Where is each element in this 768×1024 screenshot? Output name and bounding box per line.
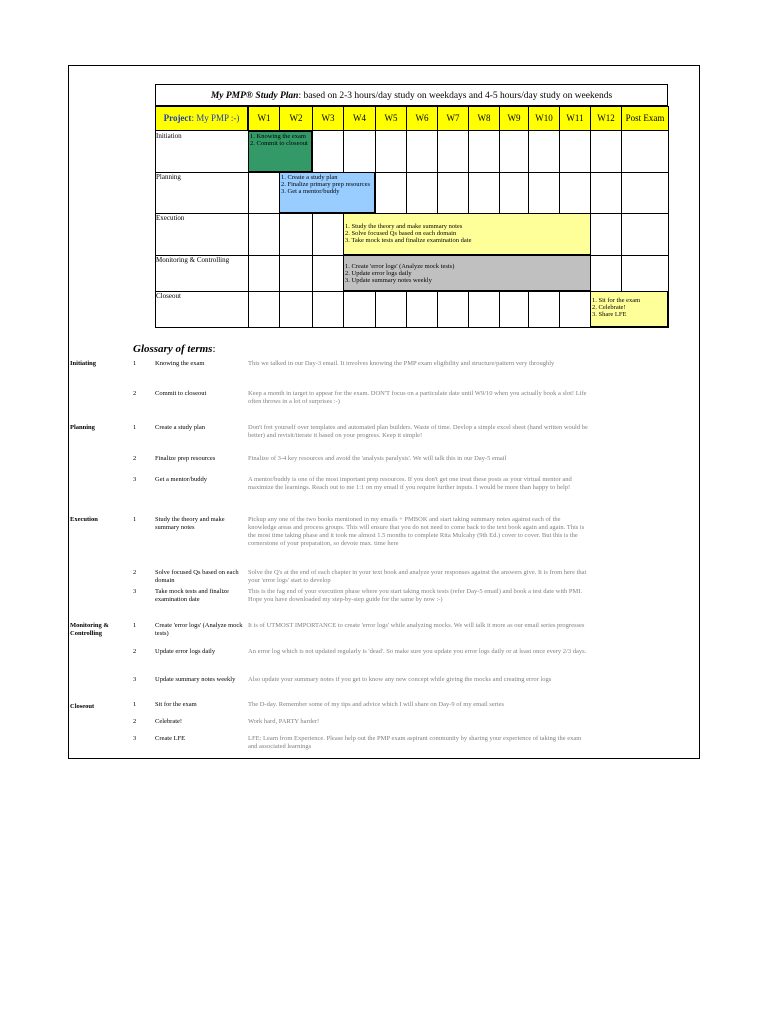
- glossary-item-number: 1: [133, 622, 137, 629]
- bar-execution-line-2: 2. Solve focused Qs based on each domain: [345, 230, 457, 237]
- phase-planning: Planning: [156, 173, 181, 181]
- glossary-item-number: 1: [133, 516, 137, 523]
- glossary-item-number: 1: [133, 424, 137, 431]
- bar-execution-line-1: 1. Study the theory and make summary notes: [345, 223, 463, 230]
- glossary-phase-execution: Execution: [70, 516, 98, 523]
- bar-execution-line-3: 3. Take mock tests and finalize examination date: [345, 237, 472, 244]
- bar-execution: [343, 213, 591, 255]
- week-header-9: W9: [499, 106, 529, 131]
- glossary-item-number: 2: [133, 455, 137, 462]
- glossary-item-description: Don't fret yourself over templates and automated plan builders. Waste of time. Devlop a simple excel sheet (hand written would be better) and revisit/iterate it based on your progress. Keep it simple!: [248, 424, 588, 439]
- glossary-item-number: 3: [133, 676, 137, 683]
- glossary-item-term: Sit for the exam: [155, 701, 197, 708]
- week-header-8: W8: [468, 106, 500, 131]
- bar-closeout: [590, 291, 668, 327]
- glossary-item-number: 3: [133, 476, 137, 483]
- glossary-item-number: 1: [133, 360, 137, 367]
- glossary-item-description: Pickup any one of the two books mentioned in my emails + PMBOK and start taking summary notes against each of the knowledge areas and process groups. This will ensure that you do not need to come back to the text book again and again. This is the most time taking phase and it took me almost 1.5 months to complete Rita Mulcahy (9th Ed.) cover to cover. But this is the cornerstone of your preparation, so devote max. time here: [248, 516, 585, 547]
- glossary-item-number: 2: [133, 718, 137, 725]
- grid-vline: [312, 131, 313, 327]
- bar-monitoring-line-3: 3. Update summary notes weekly: [345, 277, 432, 284]
- bar-planning-line-3: 3. Get a mentor/buddy: [281, 188, 340, 195]
- glossary-phase-planning: Planning: [70, 424, 95, 431]
- plan-title-bold: My PMP® Study Plan: [210, 91, 299, 101]
- week-header-12: W12: [590, 106, 622, 131]
- glossary-item-term: Commit to closeout: [155, 390, 207, 397]
- glossary-item-term: Solve focused Qs based on each domain: [155, 569, 239, 584]
- plan-title: [155, 84, 668, 106]
- glossary-item-number: 3: [133, 735, 137, 742]
- bar-initiation-line-2: 2. Commit to closeout: [250, 140, 308, 147]
- glossary-item-number: 3: [133, 588, 137, 595]
- glossary-item-description: A mentor/buddy is one of the most important prep resources. If you don't get one treat these posts as your virtual mentor and maximize the learnings. Reach out to me 1:1 on my email if you require further inputs. I would be more than happy to help!: [248, 476, 572, 491]
- glossary-item-description: This we talked in our Day-3 email. It involves knowing the PMP exam eligibility and structure/pattern very throughly: [248, 360, 555, 367]
- glossary-item-number: 2: [133, 648, 137, 655]
- glossary-item-term: Update summary notes weekly: [155, 676, 236, 683]
- glossary-item-term: Finalize prep resources: [155, 455, 216, 462]
- glossary-title-colon: :: [212, 343, 216, 355]
- glossary-item-number: 2: [133, 390, 137, 397]
- glossary-item-term: Take mock tests and finalize examination date: [155, 588, 229, 603]
- glossary-item-description: Also update your summary notes if you get to know any new concept while giving the mocks and creating error logs: [248, 676, 552, 683]
- bar-monitoring-line-1: 1. Create 'error logs' (Analyze mock tests): [345, 263, 455, 270]
- grid-vline: [668, 131, 669, 327]
- week-header-4: W4: [343, 106, 376, 131]
- week-header-7: W7: [437, 106, 469, 131]
- phase-execution: Execution: [156, 214, 185, 222]
- glossary-item-term: Study the theory and make summary notes: [155, 516, 225, 531]
- glossary-item-number: 2: [133, 569, 137, 576]
- bar-closeout-line-3: 3. Share LFE: [592, 311, 627, 318]
- glossary-title: [133, 343, 216, 355]
- glossary-phase-initiating: Initiating: [70, 360, 97, 367]
- glossary-item-term: Knowing the exam: [155, 360, 205, 367]
- glossary-phase-closeout: Closeout: [70, 703, 95, 710]
- bar-monitoring-line-2: 2. Update error logs daily: [345, 270, 412, 277]
- glossary-item-term: Update error logs daily: [155, 648, 216, 655]
- glossary-item-term: Create a study plan: [155, 424, 205, 431]
- bar-initiation-line-1: 1. Knowing the exam: [250, 133, 306, 140]
- glossary-item-description: The D-day. Remember some of my tips and advice which I will share on Day-9 of my email series: [248, 701, 505, 708]
- glossary-item-description: Keep a month in target to appear for the exam. DON'T focus on a particulate date until W9/10 when you actually book a slot! Life often throws in a lot of surprises :-): [248, 390, 587, 405]
- week-header-1: W1: [248, 106, 280, 131]
- bar-planning-line-2: 2. Finalize primary prep resources: [281, 181, 370, 188]
- plan-title-rest: : based on 2-3 hours/day study on weekdays and 4-5 hours/day study on weekends: [298, 91, 613, 101]
- glossary-phase-monitoring: Monitoring & Controlling: [70, 622, 109, 637]
- bar-planning-line-1: 1. Create a study plan: [281, 174, 338, 181]
- bar-monitoring: [343, 255, 591, 291]
- project-value: : My PMP :-): [191, 113, 240, 123]
- glossary-item-description: Solve the Q's at the end of each chapter in your text book and analyze your responses against the answers give. It is from here that your 'error logs' start to develop: [248, 569, 587, 584]
- project-header: [155, 106, 248, 131]
- bar-closeout-line-2: 2. Celebrate!: [592, 304, 626, 311]
- glossary-item-description: Finalize of 3-4 key resources and avoid the 'analysis paralysis'. We will talk this in our Day-5 email: [248, 455, 507, 462]
- glossary-item-description: Work hard, PARTY harder!: [248, 718, 320, 725]
- glossary-item-description: This is the fag end of your execution phase where you start taking mock tests (refer Day-5 email) and book a test date with PMI. Hope you have downloaded my step-by-step guide for the same by now :-): [248, 588, 583, 603]
- grid-hline: [155, 172, 669, 173]
- glossary-item-number: 1: [133, 701, 137, 708]
- phase-monitoring: Monitoring & Controlling: [156, 256, 230, 264]
- week-header-2: W2: [279, 106, 313, 131]
- project-label: Project: [163, 113, 192, 123]
- week-header-6: W6: [406, 106, 438, 131]
- glossary-item-description: It is of UTMOST IMPORTANCE to create 'error logs' while analyzing mocks. We will talk it more as our email series progresses: [248, 622, 585, 629]
- bar-planning: [279, 172, 375, 213]
- phase-initiation: Initiation: [156, 132, 182, 140]
- glossary-item-description: LFE: Learn from Experience. Please help out the PMP exam aspirant community by sharing your experience of taking the exam and associated learnings: [248, 735, 582, 750]
- bar-closeout-line-1: 1. Sit for the exam: [592, 297, 641, 304]
- week-header-13: Post Exam: [621, 106, 669, 131]
- glossary-item-term: Get a mentor/buddy: [155, 476, 207, 483]
- glossary-item-term: Celebrate!: [155, 718, 183, 725]
- week-header-3: W3: [312, 106, 344, 131]
- week-header-10: W10: [528, 106, 560, 131]
- week-header-5: W5: [375, 106, 407, 131]
- phase-closeout: Closeout: [156, 292, 181, 300]
- glossary-title-text: Glossary of terms: [133, 343, 213, 355]
- glossary-item-term: Create 'error logs' (Analyze mock tests): [155, 622, 243, 637]
- grid-hline: [155, 327, 669, 328]
- bar-initiation: [248, 131, 312, 172]
- week-header-11: W11: [559, 106, 591, 131]
- glossary-item-term: Create LFE: [155, 735, 186, 742]
- glossary-item-description: An error log which is not updated regularly is 'dead'. So make sure you update you error logs daily or at least once every 2/3 days.: [248, 648, 587, 655]
